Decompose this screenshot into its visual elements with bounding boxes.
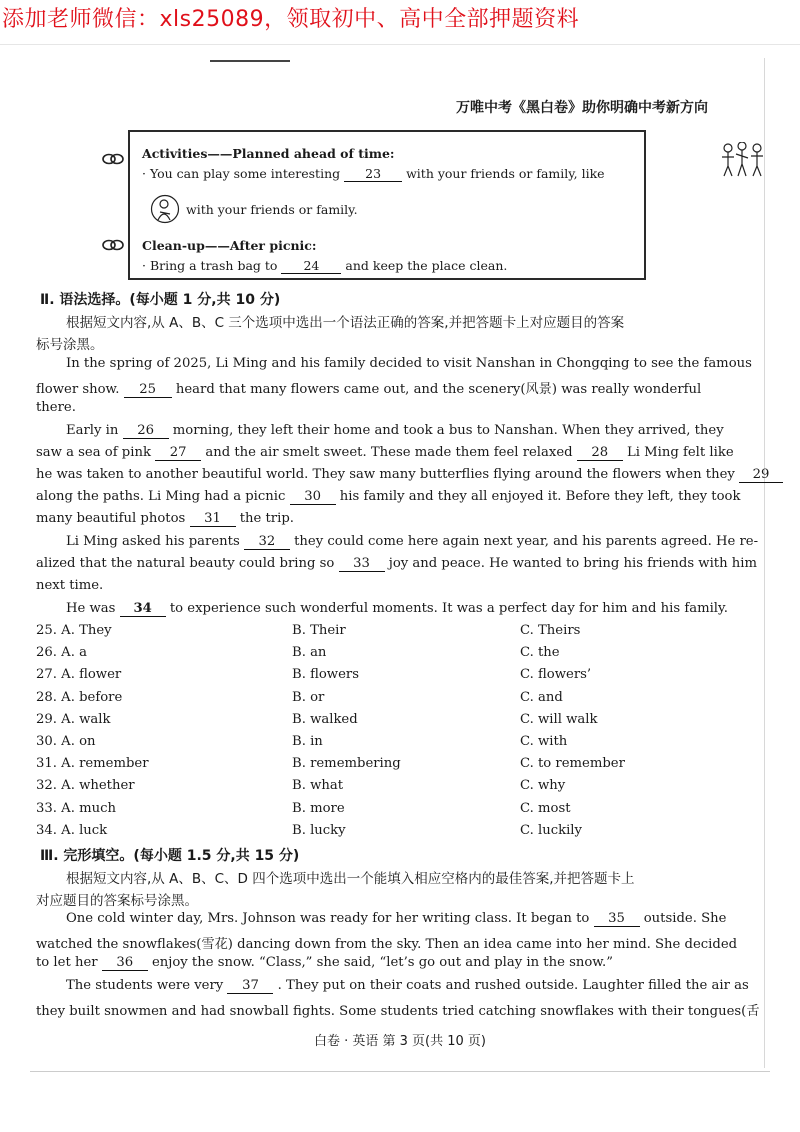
passage-line: there. bbox=[36, 400, 76, 415]
option-a: 29. A. walk bbox=[36, 711, 111, 727]
blank-35: 35 bbox=[594, 911, 640, 927]
passage-line: watched the snowflakes(雪花) dancing down from the sky. Then an idea came into her mind. She decided bbox=[36, 937, 738, 952]
passage-line bbox=[36, 955, 613, 971]
option-c: C. most bbox=[520, 800, 571, 816]
option-a: 27. A. flower bbox=[36, 667, 122, 683]
option-b: B. lucky bbox=[292, 822, 346, 838]
option-b: B. flowers bbox=[292, 667, 359, 683]
scan-edge-right bbox=[764, 58, 765, 1068]
blank-29: 29 bbox=[739, 467, 783, 483]
text: enjoy the snow. “Class,” she said, “let’s go out and play in the snow.” bbox=[151, 955, 613, 970]
text: along the paths. Li Ming had a picnic bbox=[36, 489, 286, 504]
blank-37: 37 bbox=[227, 978, 273, 994]
text: flower show. bbox=[36, 382, 120, 397]
text: Li Ming asked his parents bbox=[66, 534, 240, 549]
text: He was bbox=[66, 601, 116, 616]
option-b: B. in bbox=[292, 734, 323, 749]
text: · You can play some interesting bbox=[142, 166, 341, 181]
passage-line bbox=[66, 978, 749, 994]
passage-line bbox=[66, 911, 726, 927]
text: to experience such wonderful moments. It was a perfect day for him and his family. bbox=[169, 601, 728, 616]
chain-link-icon bbox=[102, 152, 124, 166]
blank-25: 25 bbox=[124, 382, 172, 398]
option-b: B. Their bbox=[292, 623, 346, 638]
text: he was taken to another beautiful world. They saw many butterflies flying around the flowers when they bbox=[36, 467, 735, 482]
passage-line bbox=[66, 601, 728, 617]
blank-36: 36 bbox=[102, 955, 148, 971]
text: his family and they all enjoyed it. Before they left, they took bbox=[339, 489, 741, 504]
option-b: B. remembering bbox=[292, 756, 401, 772]
option-b: B. an bbox=[292, 645, 327, 661]
option-a: 34. A. luck bbox=[36, 822, 108, 838]
option-b: B. or bbox=[292, 689, 325, 705]
option-c: C. luckily bbox=[520, 822, 582, 838]
section-3-instruction-1: 根据短文内容,从 A、B、C、D 四个选项中选出一个能填入相应空格内的最佳答案,并把答题卡上 bbox=[66, 871, 635, 887]
text: alized that the natural beauty could bring so bbox=[36, 556, 335, 571]
passage-line bbox=[66, 423, 724, 439]
text: and keep the place clean. bbox=[345, 258, 508, 273]
passage-line bbox=[36, 445, 734, 461]
option-a: 31. A. remember bbox=[36, 756, 149, 772]
text: Li Ming felt like bbox=[626, 445, 734, 460]
text: the trip. bbox=[239, 511, 294, 526]
blank-24: 24 bbox=[281, 258, 341, 274]
people-playing-illustration-icon bbox=[720, 142, 766, 178]
text: Early in bbox=[66, 423, 119, 438]
blank-30: 30 bbox=[290, 489, 336, 505]
text: and the air smelt sweet. These made them feel relaxed bbox=[205, 445, 573, 460]
blank-33: 33 bbox=[339, 556, 385, 572]
option-b: B. more bbox=[292, 800, 345, 816]
text: outside. She bbox=[643, 911, 727, 926]
option-a: 25. A. They bbox=[36, 623, 112, 638]
section-3-title: Ⅲ. 完形填空。(每小题 1.5 分,共 15 分) bbox=[40, 848, 300, 864]
text: heard that many flowers came out, and the scenery(风景) was really wonderful bbox=[175, 382, 702, 397]
section-3-instruction-2: 对应题目的答案标号涂黑。 bbox=[36, 893, 198, 909]
option-a: 26. A. a bbox=[36, 645, 87, 661]
blank-31: 31 bbox=[190, 511, 236, 527]
passage-line: In the spring of 2025, Li Ming and his family decided to visit Nanshan in Chongqing to see the famous bbox=[66, 356, 752, 371]
passage-line: they built snowmen and had snowball fights. Some students tried catching snowflakes with their tongues(舌 bbox=[36, 1004, 760, 1019]
chain-link-icon bbox=[102, 238, 124, 252]
text: One cold winter day, Mrs. Johnson was ready for her writing class. It began to bbox=[66, 911, 590, 926]
option-c: C. with bbox=[520, 734, 568, 749]
option-a: 30. A. on bbox=[36, 734, 96, 749]
blank-32: 32 bbox=[244, 534, 290, 550]
text: many beautiful photos bbox=[36, 511, 186, 526]
section-2-instruction-1: 根据短文内容,从 A、B、C 三个选项中选出一个语法正确的答案,并把答题卡上对应题目的答案 bbox=[66, 315, 625, 331]
passage-line: next time. bbox=[36, 578, 104, 593]
option-c: C. will walk bbox=[520, 711, 598, 727]
blank-26: 26 bbox=[123, 423, 169, 439]
option-c: C. flowers’ bbox=[520, 667, 592, 683]
text: with your friends or family, like bbox=[406, 166, 605, 181]
passage-line bbox=[66, 534, 758, 550]
option-c: C. why bbox=[520, 778, 566, 794]
option-b: B. what bbox=[292, 778, 344, 794]
scan-mark bbox=[210, 60, 290, 62]
person-reading-illustration-icon bbox=[150, 194, 180, 224]
passage-line bbox=[36, 467, 783, 483]
text: joy and peace. He wanted to bring his friends with him bbox=[388, 556, 757, 571]
activities-title: Activities——Planned ahead of time: bbox=[142, 146, 395, 161]
cleanup-title: Clean-up——After picnic: bbox=[142, 238, 317, 253]
option-c: C. and bbox=[520, 689, 563, 705]
cleanup-line bbox=[142, 258, 507, 274]
watermark-text: 添加老师微信：xls25089，领取初中、高中全部押题资料 bbox=[2, 7, 580, 32]
option-c: C. the bbox=[520, 645, 560, 661]
option-b: B. walked bbox=[292, 711, 358, 727]
blank-28: 28 bbox=[577, 445, 623, 461]
option-a: 32. A. whether bbox=[36, 778, 135, 794]
text: · Bring a trash bag to bbox=[142, 258, 278, 273]
text: . They put on their coats and rushed outside. Laughter filled the air as bbox=[277, 978, 749, 993]
blank-34: 34 bbox=[120, 601, 166, 617]
passage-line bbox=[36, 378, 701, 398]
option-c: C. Theirs bbox=[520, 623, 581, 638]
blank-27: 27 bbox=[155, 445, 201, 461]
page-header: 万唯中考《黑白卷》助你明确中考新方向 bbox=[456, 100, 708, 116]
scan-edge-top bbox=[0, 44, 800, 45]
text: they could come here again next year, and his parents agreed. He re- bbox=[294, 534, 759, 549]
section-2-title: Ⅱ. 语法选择。(每小题 1 分,共 10 分) bbox=[40, 292, 281, 308]
picnic-notice-box bbox=[128, 130, 646, 280]
activities-line-1 bbox=[142, 166, 605, 182]
option-a: 28. A. before bbox=[36, 689, 123, 705]
text: to let her bbox=[36, 955, 98, 970]
text: The students were very bbox=[66, 978, 224, 993]
footer-divider bbox=[30, 1071, 770, 1072]
blank-23: 23 bbox=[344, 166, 402, 182]
option-a: 33. A. much bbox=[36, 800, 116, 816]
text: morning, they left their home and took a bus to Nanshan. When they arrived, they bbox=[172, 423, 724, 438]
activities-line-2: with your friends or family. bbox=[186, 202, 358, 217]
option-c: C. to remember bbox=[520, 756, 625, 772]
section-2-instruction-2: 标号涂黑。 bbox=[36, 337, 104, 353]
passage-line bbox=[36, 511, 294, 527]
passage-line bbox=[36, 489, 740, 505]
passage-line bbox=[36, 556, 757, 572]
page-footer: 白卷 · 英语 第 3 页(共 10 页) bbox=[313, 1034, 486, 1049]
text: saw a sea of pink bbox=[36, 445, 151, 460]
